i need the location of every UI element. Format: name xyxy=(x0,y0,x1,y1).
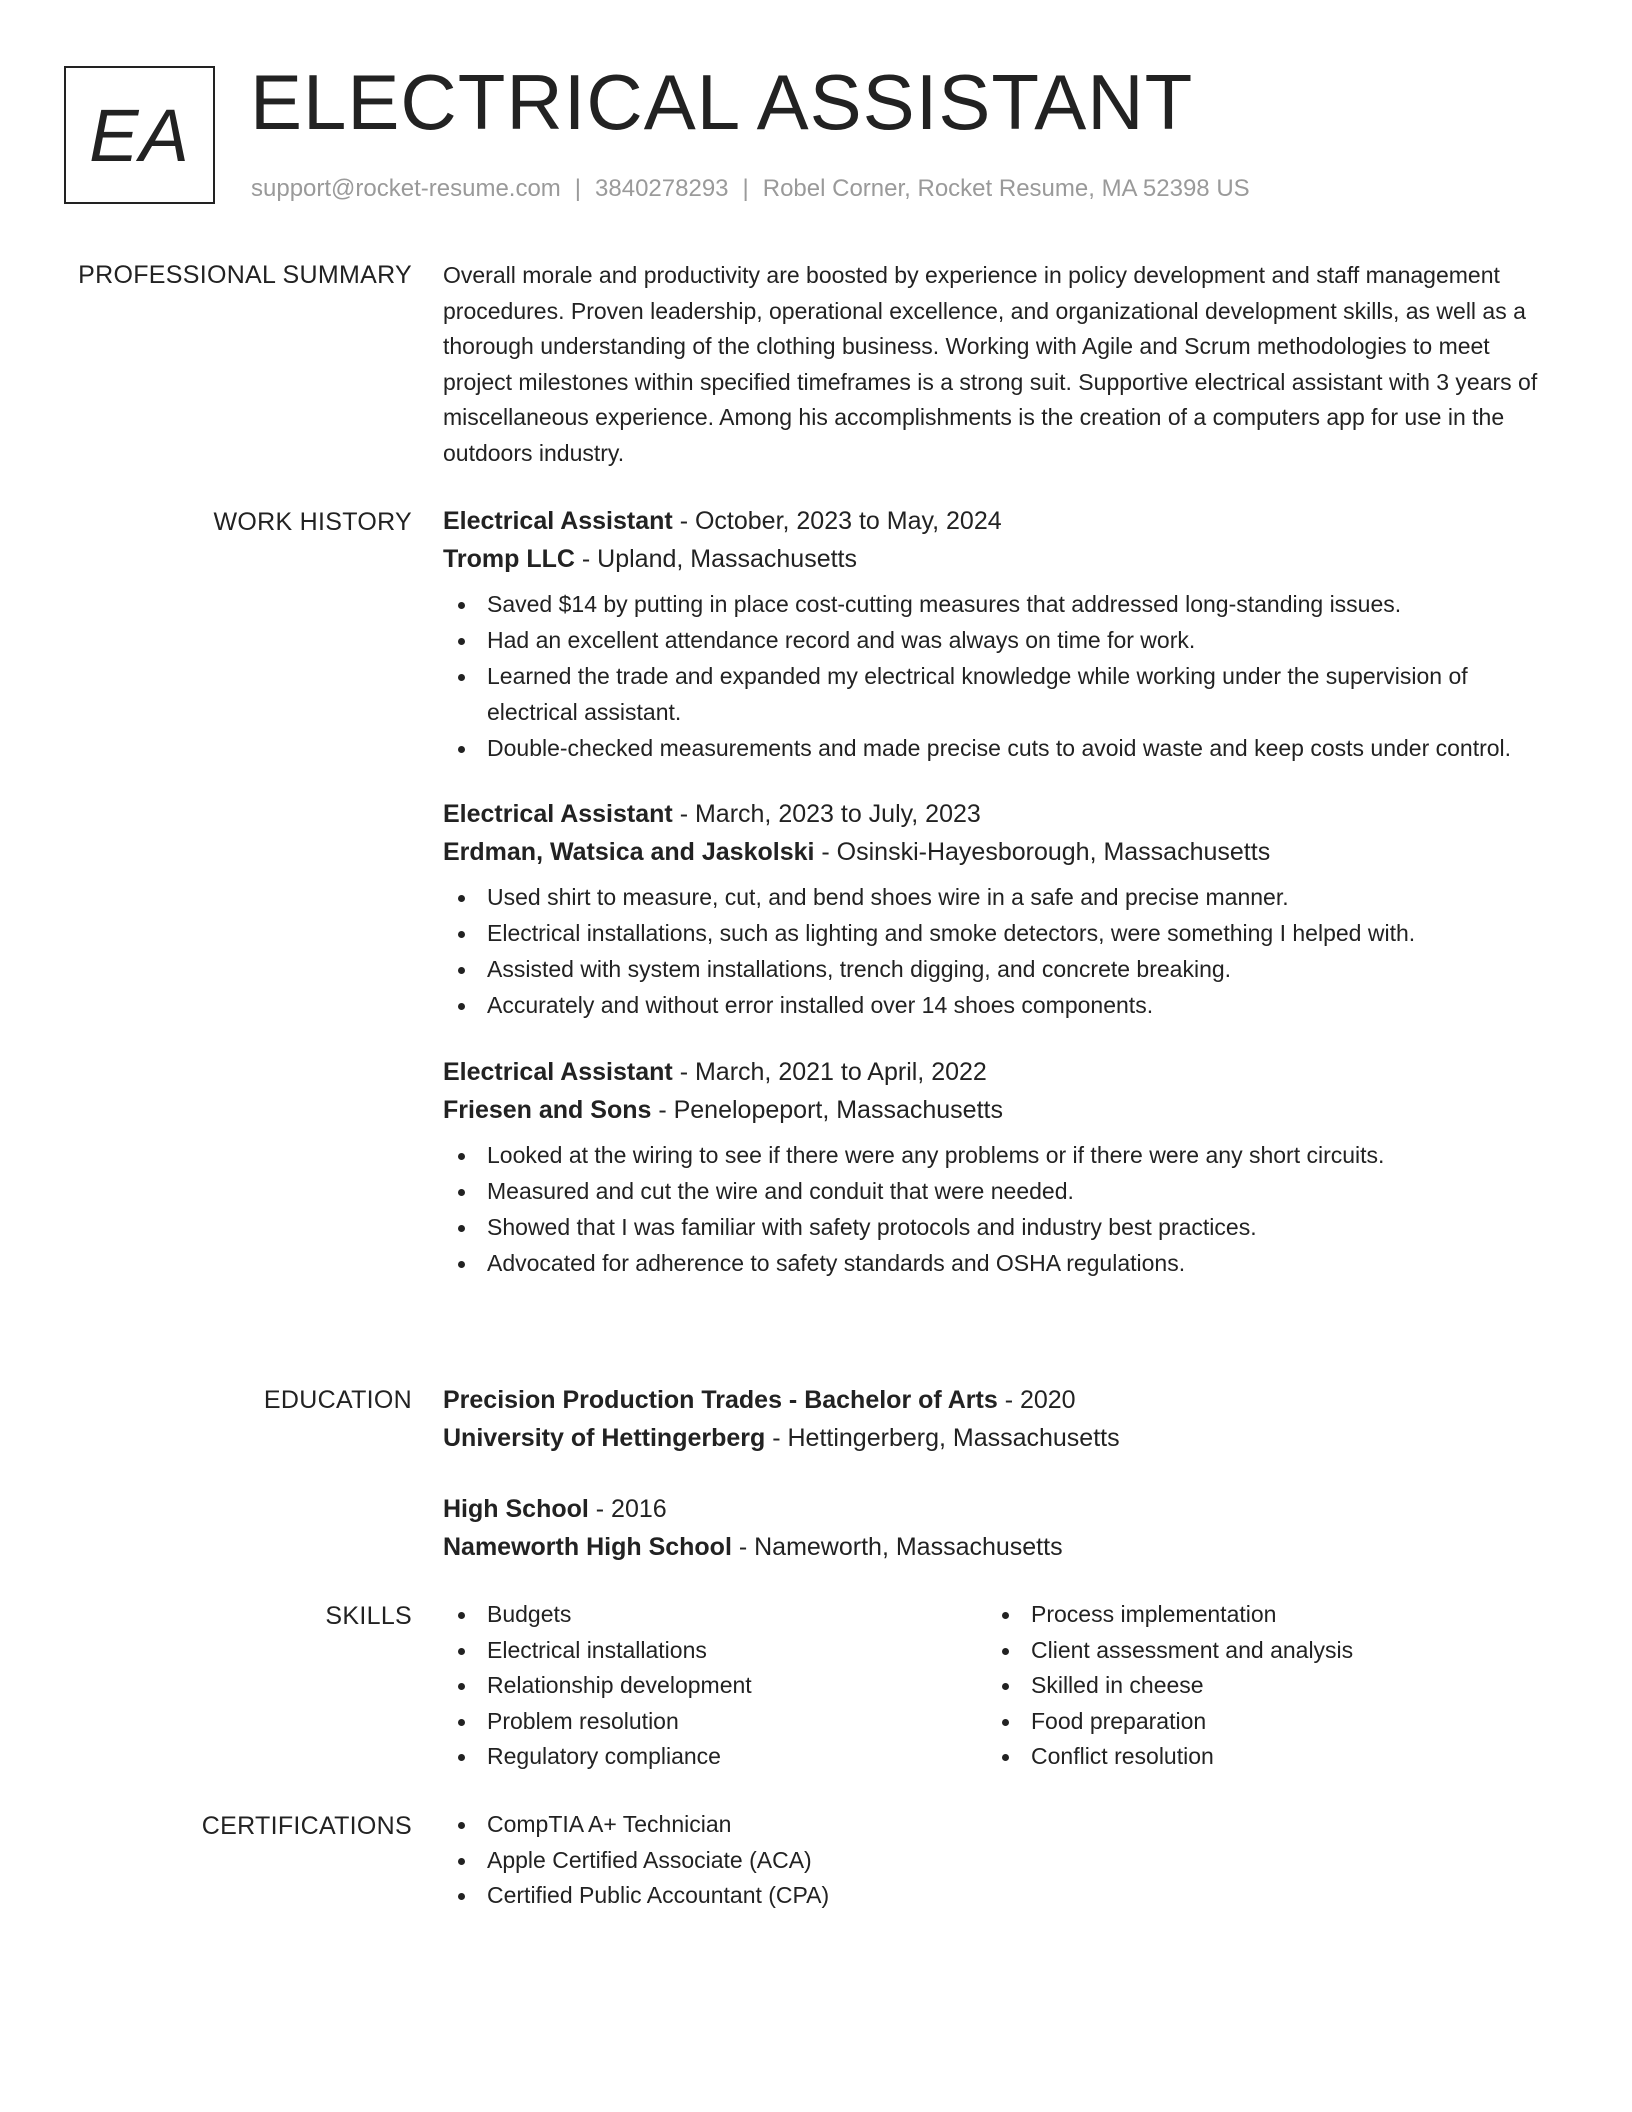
skills-content xyxy=(443,1597,1543,1775)
list-item: Looked at the wiring to see if there were any problems or if there were any short circuits. xyxy=(443,1138,1543,1174)
contact-phone[interactable]: 3840278293 xyxy=(595,175,729,202)
job-company-line xyxy=(443,540,1543,578)
list-item: Showed that I was familiar with safety protocols and industry best practices. xyxy=(443,1210,1543,1246)
list-item: Certified Public Accountant (CPA) xyxy=(443,1878,1543,1914)
list-item: Problem resolution xyxy=(443,1704,987,1740)
job-entry xyxy=(443,795,1543,1024)
education-school: Nameworth High School xyxy=(443,1533,732,1561)
job-bullets xyxy=(443,1138,1543,1282)
list-item: Had an excellent attendance record and was always on time for work. xyxy=(443,623,1543,659)
job-company: Tromp LLC xyxy=(443,545,575,573)
list-item: Measured and cut the wire and conduit that were needed. xyxy=(443,1174,1543,1210)
section-label-summary: PROFESSIONAL SUMMARY xyxy=(78,261,412,289)
job-title: Electrical Assistant xyxy=(443,800,673,828)
job-dates: - March, 2023 to July, 2023 xyxy=(672,800,981,828)
job-title-line xyxy=(443,502,1543,540)
certifications-list xyxy=(443,1807,1543,1914)
job-company-line xyxy=(443,833,1543,871)
summary-content xyxy=(443,258,1543,471)
list-item: Relationship development xyxy=(443,1668,987,1704)
list-item: Client assessment and analysis xyxy=(987,1633,1531,1669)
education-degree-line xyxy=(443,1490,1543,1528)
job-location: - Upland, Massachusetts xyxy=(574,545,858,573)
list-item: CompTIA A+ Technician xyxy=(443,1807,1543,1843)
work-history-content xyxy=(443,502,1543,1282)
section-label-education: EDUCATION xyxy=(263,1386,412,1414)
list-item: Regulatory compliance xyxy=(443,1739,987,1775)
contact-line xyxy=(251,174,1250,204)
list-item: Process implementation xyxy=(987,1597,1531,1633)
skills-list-left xyxy=(443,1597,987,1775)
education-location: - Hettingerberg, Massachusetts xyxy=(765,1424,1120,1452)
job-company-line xyxy=(443,1091,1543,1129)
education-year: - 2016 xyxy=(588,1495,667,1523)
education-entry xyxy=(443,1490,1543,1566)
summary-text: Overall morale and productivity are boosted by experience in policy development and staff management procedures. Proven leadership, operational excellence, and organizational development skills, as well as a thorough understanding of the clothing business. Working with Agile and Scrum methodologies to meet project milestones within specified timeframes is a strong suit. Supportive electrical assistant with 3 years of miscellaneous experience. Among his accomplishments is the creation of a computers app for use in the outdoors industry. xyxy=(443,262,1538,466)
list-item: Budgets xyxy=(443,1597,987,1633)
contact-email[interactable]: support@rocket-resume.com xyxy=(251,175,561,202)
job-dates: - October, 2023 to May, 2024 xyxy=(672,507,1002,535)
list-item: Assisted with system installations, trench digging, and concrete breaking. xyxy=(443,952,1543,988)
education-location: - Nameworth, Massachusetts xyxy=(731,1533,1063,1561)
section-label-certifications: CERTIFICATIONS xyxy=(201,1812,412,1840)
list-item: Food preparation xyxy=(987,1704,1531,1740)
monogram-logo: EA xyxy=(64,66,215,204)
list-item: Saved $14 by putting in place cost-cutting measures that addressed long-standing issues. xyxy=(443,587,1543,623)
education-entry xyxy=(443,1381,1543,1457)
list-item: Electrical installations, such as lighting and smoke detectors, were something I helped with. xyxy=(443,916,1543,952)
job-title-line xyxy=(443,795,1543,833)
contact-separator: | xyxy=(742,175,749,202)
education-year: - 2020 xyxy=(997,1386,1076,1414)
education-school-line xyxy=(443,1419,1543,1457)
education-school-line xyxy=(443,1528,1543,1566)
job-company: Erdman, Watsica and Jaskolski xyxy=(443,838,815,866)
list-item: Apple Certified Associate (ACA) xyxy=(443,1843,1543,1879)
list-item: Used shirt to measure, cut, and bend shoes wire in a safe and precise manner. xyxy=(443,880,1543,916)
list-item: Double-checked measurements and made precise cuts to avoid waste and keep costs under control. xyxy=(443,731,1543,767)
skills-columns xyxy=(443,1597,1543,1775)
job-location: - Penelopeport, Massachusetts xyxy=(651,1095,1003,1124)
contact-separator: | xyxy=(574,175,582,202)
job-location: - Osinski-Hayesborough, Massachusetts xyxy=(814,838,1271,866)
education-degree: High School xyxy=(443,1495,589,1523)
education-degree: Precision Production Trades - Bachelor of Arts xyxy=(443,1386,998,1414)
education-content xyxy=(443,1381,1543,1566)
job-dates: - March, 2021 to April, 2022 xyxy=(672,1057,987,1086)
job-title: Electrical Assistant xyxy=(443,1057,673,1086)
job-title: Electrical Assistant xyxy=(443,507,673,535)
job-entry xyxy=(443,502,1543,766)
section-label-work-history: WORK HISTORY xyxy=(213,508,412,536)
list-item: Electrical installations xyxy=(443,1633,987,1669)
education-degree-line xyxy=(443,1381,1543,1419)
job-title-line xyxy=(443,1053,1543,1091)
list-item: Learned the trade and expanded my electrical knowledge while working under the supervision of electrical assistant. xyxy=(443,659,1543,730)
certifications-content xyxy=(443,1807,1543,1914)
list-item: Conflict resolution xyxy=(987,1739,1531,1775)
education-school: University of Hettingerberg xyxy=(443,1424,766,1452)
candidate-name: ELECTRICAL ASSISTANT xyxy=(250,58,1194,146)
job-bullets xyxy=(443,880,1543,1024)
list-item: Accurately and without error installed over 14 shoes components. xyxy=(443,988,1543,1024)
list-item: Advocated for adherence to safety standards and OSHA regulations. xyxy=(443,1246,1543,1282)
job-entry xyxy=(443,1053,1543,1282)
contact-address: Robel Corner, Rocket Resume, MA 52398 US xyxy=(762,175,1250,202)
skills-list-right xyxy=(987,1597,1531,1775)
job-company: Friesen and Sons xyxy=(443,1095,652,1124)
section-label-skills: SKILLS xyxy=(325,1602,412,1630)
list-item: Skilled in cheese xyxy=(987,1668,1531,1704)
job-bullets xyxy=(443,587,1543,766)
